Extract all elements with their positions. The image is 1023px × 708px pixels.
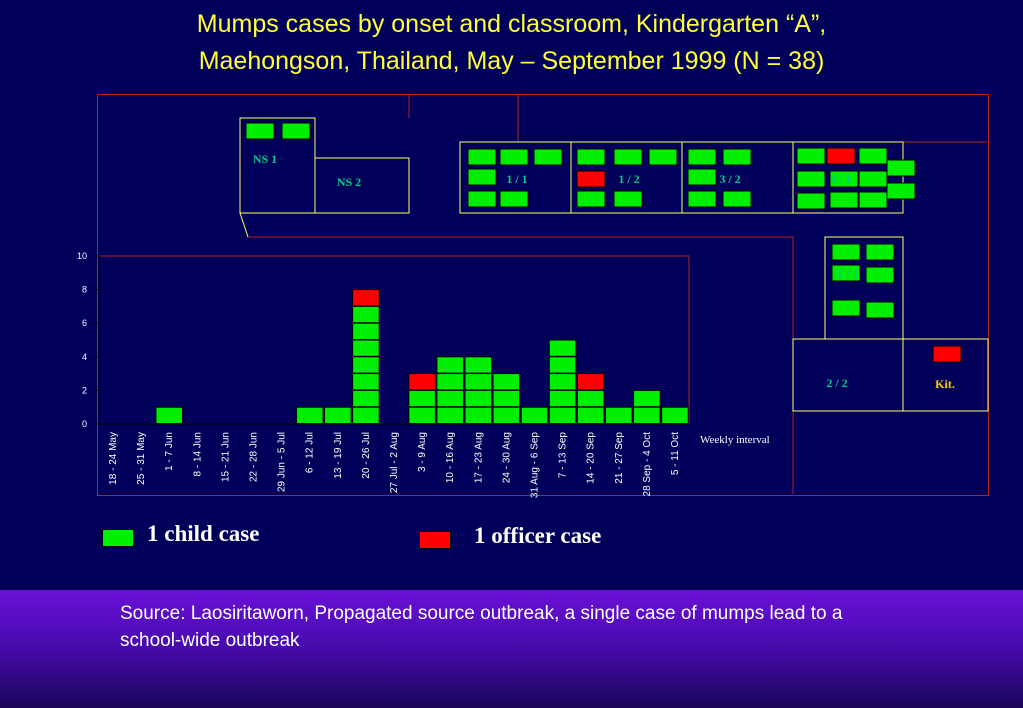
bar-child-case bbox=[437, 374, 464, 390]
x-tick-label: 28 Sep - 4 Oct bbox=[641, 432, 653, 497]
x-tick-label: 20 - 26 Jul bbox=[360, 432, 372, 479]
classroom-label: 3 / 2 bbox=[719, 172, 741, 186]
bar-child-case bbox=[577, 390, 604, 406]
case-marker-child bbox=[832, 300, 860, 316]
y-tick-label: 8 bbox=[81, 284, 87, 295]
bar-child-case bbox=[353, 357, 380, 373]
x-tick-label: 21 - 27 Sep bbox=[613, 432, 625, 484]
bar-child-case bbox=[549, 390, 576, 406]
bar-child-case bbox=[409, 407, 436, 423]
bar-child-case bbox=[437, 390, 464, 406]
case-marker-child bbox=[797, 171, 825, 187]
x-tick-label: 29 Jun - 5 Jul bbox=[276, 432, 288, 493]
case-marker-child bbox=[723, 149, 751, 165]
x-tick-label: 6 - 12 Jul bbox=[304, 432, 316, 474]
bar-officer-case bbox=[353, 290, 380, 306]
bar-child-case bbox=[634, 407, 661, 423]
case-marker-child bbox=[468, 169, 496, 185]
case-marker-child bbox=[614, 149, 642, 165]
case-marker-child bbox=[282, 123, 310, 139]
bar-child-case bbox=[465, 374, 492, 390]
case-marker-child bbox=[859, 148, 887, 164]
legend-officer-label: 1 officer case bbox=[474, 523, 602, 548]
bar-child-case bbox=[493, 407, 520, 423]
case-marker-child bbox=[866, 267, 894, 283]
bar-child-case bbox=[493, 390, 520, 406]
bar-child-case bbox=[521, 407, 548, 423]
bar-child-case bbox=[353, 407, 380, 423]
title-line-2: Maehongson, Thailand, May – September 1999 (N = 38) bbox=[198, 47, 825, 75]
bar-child-case bbox=[549, 374, 576, 390]
x-tick-label: 14 - 20 Sep bbox=[585, 432, 597, 484]
footer-band bbox=[0, 590, 1023, 708]
case-marker-child bbox=[887, 183, 915, 199]
case-marker-child bbox=[866, 244, 894, 260]
bar-child-case bbox=[465, 390, 492, 406]
x-tick-label: 22 - 28 Jun bbox=[248, 432, 260, 483]
x-tick-label: 15 - 21 Jun bbox=[220, 432, 232, 483]
x-tick-label: 7 - 13 Sep bbox=[557, 432, 569, 479]
legend-child-swatch bbox=[102, 529, 134, 547]
bar-child-case bbox=[353, 374, 380, 390]
bar-child-case bbox=[409, 390, 436, 406]
bar-child-case bbox=[353, 390, 380, 406]
bar-child-case bbox=[465, 407, 492, 423]
y-tick-label: 10 bbox=[76, 251, 87, 261]
x-tick-label: 25 - 31 May bbox=[136, 432, 148, 485]
bar-child-case bbox=[353, 306, 380, 322]
case-marker-child bbox=[534, 149, 562, 165]
bar-child-case bbox=[577, 407, 604, 423]
case-marker-child bbox=[688, 191, 716, 207]
bar-child-case bbox=[437, 407, 464, 423]
y-tick-label: 4 bbox=[81, 351, 87, 362]
x-tick-label: 27 Jul - 2 Aug bbox=[389, 432, 400, 494]
case-marker-child bbox=[830, 192, 858, 208]
case-marker-child bbox=[859, 171, 887, 187]
y-tick-label: 0 bbox=[81, 419, 87, 429]
bar-child-case bbox=[325, 407, 352, 423]
case-marker-child bbox=[614, 191, 642, 207]
classroom-label: 1 / 2 bbox=[618, 172, 640, 186]
bar-child-case bbox=[549, 407, 576, 423]
bar-child-case bbox=[605, 407, 632, 423]
classroom-label: Kit. bbox=[935, 377, 955, 391]
bar-child-case bbox=[353, 323, 380, 339]
bar-child-case bbox=[549, 340, 576, 356]
classroom-label: NS 1 bbox=[252, 152, 278, 166]
x-tick-label: 8 - 14 Jun bbox=[192, 432, 204, 477]
title-line-1: Mumps cases by onset and classroom, Kindergarten “A”, bbox=[196, 10, 827, 38]
bar-child-case bbox=[493, 374, 520, 390]
case-marker-child bbox=[887, 160, 915, 176]
case-marker-child bbox=[649, 149, 677, 165]
bar-series bbox=[156, 290, 688, 424]
bar-child-case bbox=[156, 407, 183, 423]
y-tick-label: 2 bbox=[81, 385, 87, 396]
x-tick-label: 13 - 19 Jul bbox=[332, 432, 344, 479]
bar-officer-case bbox=[409, 374, 436, 390]
case-marker-child bbox=[797, 193, 825, 209]
bar-child-case bbox=[353, 340, 380, 356]
y-tick-label: 6 bbox=[81, 318, 87, 329]
bar-child-case bbox=[634, 390, 661, 406]
legend-child-label: 1 child case bbox=[147, 521, 260, 546]
classroom-label: 2 / 2 bbox=[826, 376, 848, 390]
x-tick-label: 3 - 9 Aug bbox=[417, 432, 429, 473]
case-marker-child bbox=[500, 149, 528, 165]
case-marker-child bbox=[688, 149, 716, 165]
case-marker-officer bbox=[577, 171, 605, 187]
case-marker-child bbox=[723, 191, 751, 207]
y-axis bbox=[77, 251, 99, 429]
bar-child-case bbox=[549, 357, 576, 373]
case-marker-child bbox=[797, 148, 825, 164]
case-marker-child bbox=[468, 191, 496, 207]
x-tick-label: 18 - 24 May bbox=[108, 432, 120, 485]
case-marker-child bbox=[577, 149, 605, 165]
x-tick-label: 10 - 16 Aug bbox=[445, 432, 457, 484]
bar-child-case bbox=[437, 357, 464, 373]
classroom-r22 bbox=[793, 339, 903, 411]
case-marker-child bbox=[832, 244, 860, 260]
bar-officer-case bbox=[577, 374, 604, 390]
case-marker-officer bbox=[933, 346, 961, 362]
case-marker-officer bbox=[827, 148, 855, 164]
case-marker-child bbox=[688, 169, 716, 185]
case-marker-child bbox=[859, 192, 887, 208]
wall-line bbox=[240, 213, 248, 237]
classroom-ns2 bbox=[315, 158, 409, 213]
case-marker-child bbox=[577, 191, 605, 207]
case-marker-child bbox=[246, 123, 274, 139]
case-marker-child bbox=[866, 302, 894, 318]
classroom-label: 1 / 1 bbox=[506, 172, 528, 186]
epidemic-curve bbox=[77, 251, 770, 498]
bar-child-case bbox=[662, 407, 689, 423]
x-tick-label: 24 - 30 Aug bbox=[501, 432, 513, 484]
case-marker-child bbox=[500, 191, 528, 207]
classroom-label: 2 / 1 bbox=[837, 266, 859, 280]
x-tick-label: 17 - 23 Aug bbox=[473, 432, 485, 484]
x-tick-label: 5 - 11 Oct bbox=[669, 432, 681, 476]
classroom-label: 3 / 1 bbox=[830, 172, 852, 186]
x-tick-label: 1 - 7 Jun bbox=[164, 432, 176, 471]
x-axis bbox=[99, 424, 689, 498]
case-marker-child bbox=[468, 149, 496, 165]
source-note: Source: Laosiritaworn, Propagated source outbreak, a single case of mumps lead to a school-wide outbreak bbox=[120, 603, 843, 651]
x-axis-label: Weekly interval bbox=[700, 434, 770, 446]
legend-officer-swatch bbox=[419, 531, 451, 549]
bar-child-case bbox=[296, 407, 323, 423]
classroom-label: NS 2 bbox=[336, 175, 362, 189]
bar-child-case bbox=[465, 357, 492, 373]
x-tick-label: 31 Aug - 6 Sep bbox=[529, 432, 541, 499]
